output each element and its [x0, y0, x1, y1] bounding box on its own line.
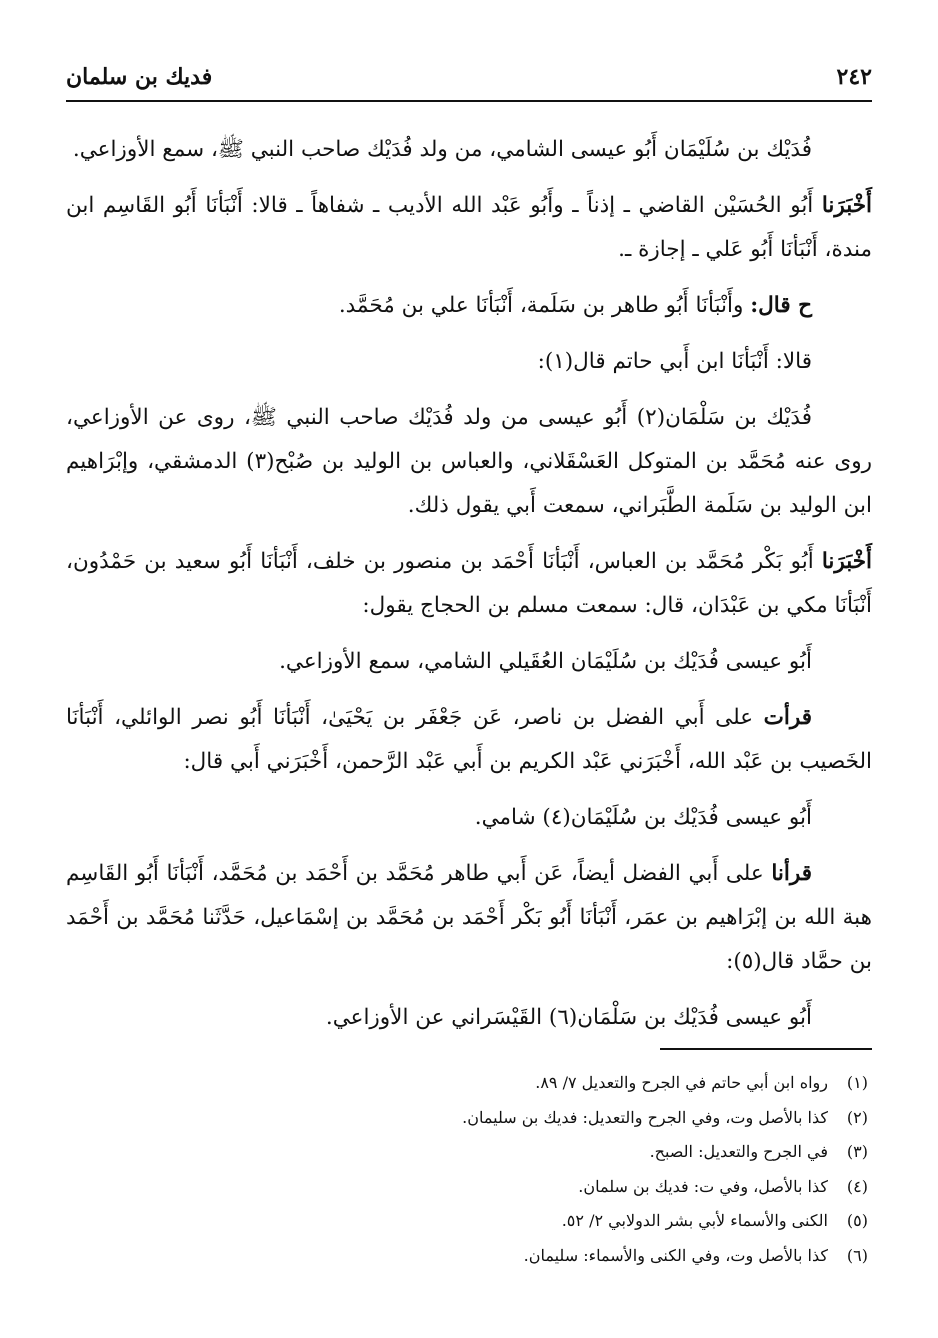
- footnote-text: كذا بالأصل، وفي ت: فديك بن سلمان.: [578, 1176, 828, 1196]
- paragraph-1: فُدَيْك بن سُلَيْمَان أَبُو عيسى الشامي، من ولد فُدَيْك صاحب النبي ﷺ، سمع الأوزاعي.: [72, 137, 812, 162]
- footnote-number: (٦): [846, 1245, 868, 1265]
- paragraph-4: قالا: أَنْبَأنَا ابن أَبي حاتم قال(١):: [537, 349, 812, 374]
- footnote-text: الكنى والأسماء لأبي بشر الدولابي ٢/ ٥٢.: [561, 1211, 828, 1230]
- paragraph-3: [66, 284, 872, 328]
- footnote: [66, 1204, 868, 1239]
- running-title: فديك بن سلمان: [66, 64, 213, 90]
- paragraph-5: فُدَيْك بن سَلْمَان(٢) أَبُو عيسى من ولد فُدَيْك صاحب النبي ﷺ، روى عن الأوزاعي، روى عنه مُحَمَّد بن المتوكل العَسْقَلاني، والعباس بن الوليد بن صُبْح(٣) الدمشقي، وإبْرَاهيم ابن الوليد بن سَلَمة الطَّبَراني، سمعت أَبي يقول ذلك.: [66, 405, 872, 518]
- footnote-divider: [660, 1048, 872, 1050]
- footnote-text: كذا بالأصل وت، وفي الجرح والتعديل: فديك بن سليمان.: [462, 1107, 828, 1127]
- footnote-number: (٤): [846, 1176, 868, 1196]
- footnote: [66, 1170, 868, 1205]
- paragraph-2: [66, 184, 872, 272]
- page-header: [66, 60, 872, 102]
- footnote: [66, 1239, 868, 1274]
- paragraph-6-lead: أَخْبَرَنا: [821, 549, 872, 574]
- paragraph-6-text: أَبُو بَكْر مُحَمَّد بن العباس، أَنْبَأنَا أَحْمَد بن منصور بن خلف، أَنْبَأنَا أَبُو سعيد بن حَمْدُون، أَنْبَأنَا مكي بن عَبْدَان، قال: سمعت مسلم بن الحجاج يقول:: [66, 549, 872, 618]
- footnote: [66, 1101, 868, 1136]
- paragraph-3-text: وأَنْبَأنَا أَبُو طاهر بن سَلَمة، أَنْبَأنَا علي بن مُحَمَّد.: [338, 293, 744, 318]
- footnote-number: (٣): [846, 1142, 868, 1161]
- paragraph-11: أَبُو عيسى فُدَيْك بن سَلْمَان(٦) القَيْسَراني عن الأوزاعي.: [325, 1005, 812, 1030]
- main-text: [66, 128, 872, 1052]
- paragraph-7: أَبُو عيسى فُدَيْك بن سُلَيْمَان العُقَيلي الشامي، سمع الأوزاعي.: [279, 649, 812, 674]
- footnotes: [66, 1066, 868, 1273]
- paragraph-9: أَبُو عيسى فُدَيْك بن سُلَيْمَان(٤) شامي.: [474, 805, 812, 830]
- paragraph-6: [66, 540, 872, 628]
- footnote: [66, 1135, 868, 1170]
- paragraph-10: [66, 852, 872, 984]
- footnote-number: (٢): [846, 1107, 868, 1127]
- paragraph-2-lead: أَخْبَرَنا: [821, 193, 872, 218]
- footnote-number: (٥): [846, 1211, 868, 1230]
- footnote: [66, 1066, 868, 1101]
- paragraph-2-text: أَبُو الحُسَيْن القاضي ـ إذناً ـ وأَبُو عَبْد الله الأديب ـ شفاهاً ـ قالا: أَنْبَأنَا أَبُو القَاسِم ابن مندة، أَنْبَأنَا أَبُو عَلي ـ إجازة ـ.: [66, 193, 872, 262]
- footnote-text: رواه ابن أبي حاتم في الجرح والتعديل ٧/ ٨٩.: [535, 1073, 828, 1092]
- paragraph-8: [66, 696, 872, 784]
- footnote-text: في الجرح والتعديل: الصبح.: [649, 1142, 828, 1161]
- paragraph-8-lead: قرأت: [763, 705, 812, 730]
- paragraph-3-lead: ح قال:: [750, 293, 812, 318]
- footnote-number: (١): [846, 1073, 868, 1092]
- paragraph-10-text: على أَبي الفضل أيضاً، عَن أَبي طاهر مُحَمَّد بن أَحْمَد بن مُحَمَّد، أَنْبَأنَا أَبُو القَاسِم هبة الله بن إبْرَاهيم بن عمَر، أَنْبَأنَا أَبُو بَكْر أَحْمَد بن مُحَمَّد بن إسْمَاعيل، حَدَّثَنا مُحَمَّد بن أَحْمَد بن حمَّاد قال(٥):: [66, 861, 872, 974]
- paragraph-10-lead: قرأنا: [771, 861, 812, 886]
- footnote-text: كذا بالأصل وت، وفي الكنى والأسماء: سليمان.: [523, 1245, 828, 1265]
- paragraph-8-text: على أَبي الفضل بن ناصر، عَن جَعْفَر بن يَحْيَىٰ، أَنْبَأنَا أَبُو نصر الوائلي، أَنْبَأنَا الخَصيب بن عَبْد الله، أَخْبَرَني عَبْد الكريم بن أَبي عَبْد الرَّحمن، أَخْبَرَني أَبي قال:: [66, 705, 872, 774]
- page-number: ٢٤٢: [836, 64, 872, 90]
